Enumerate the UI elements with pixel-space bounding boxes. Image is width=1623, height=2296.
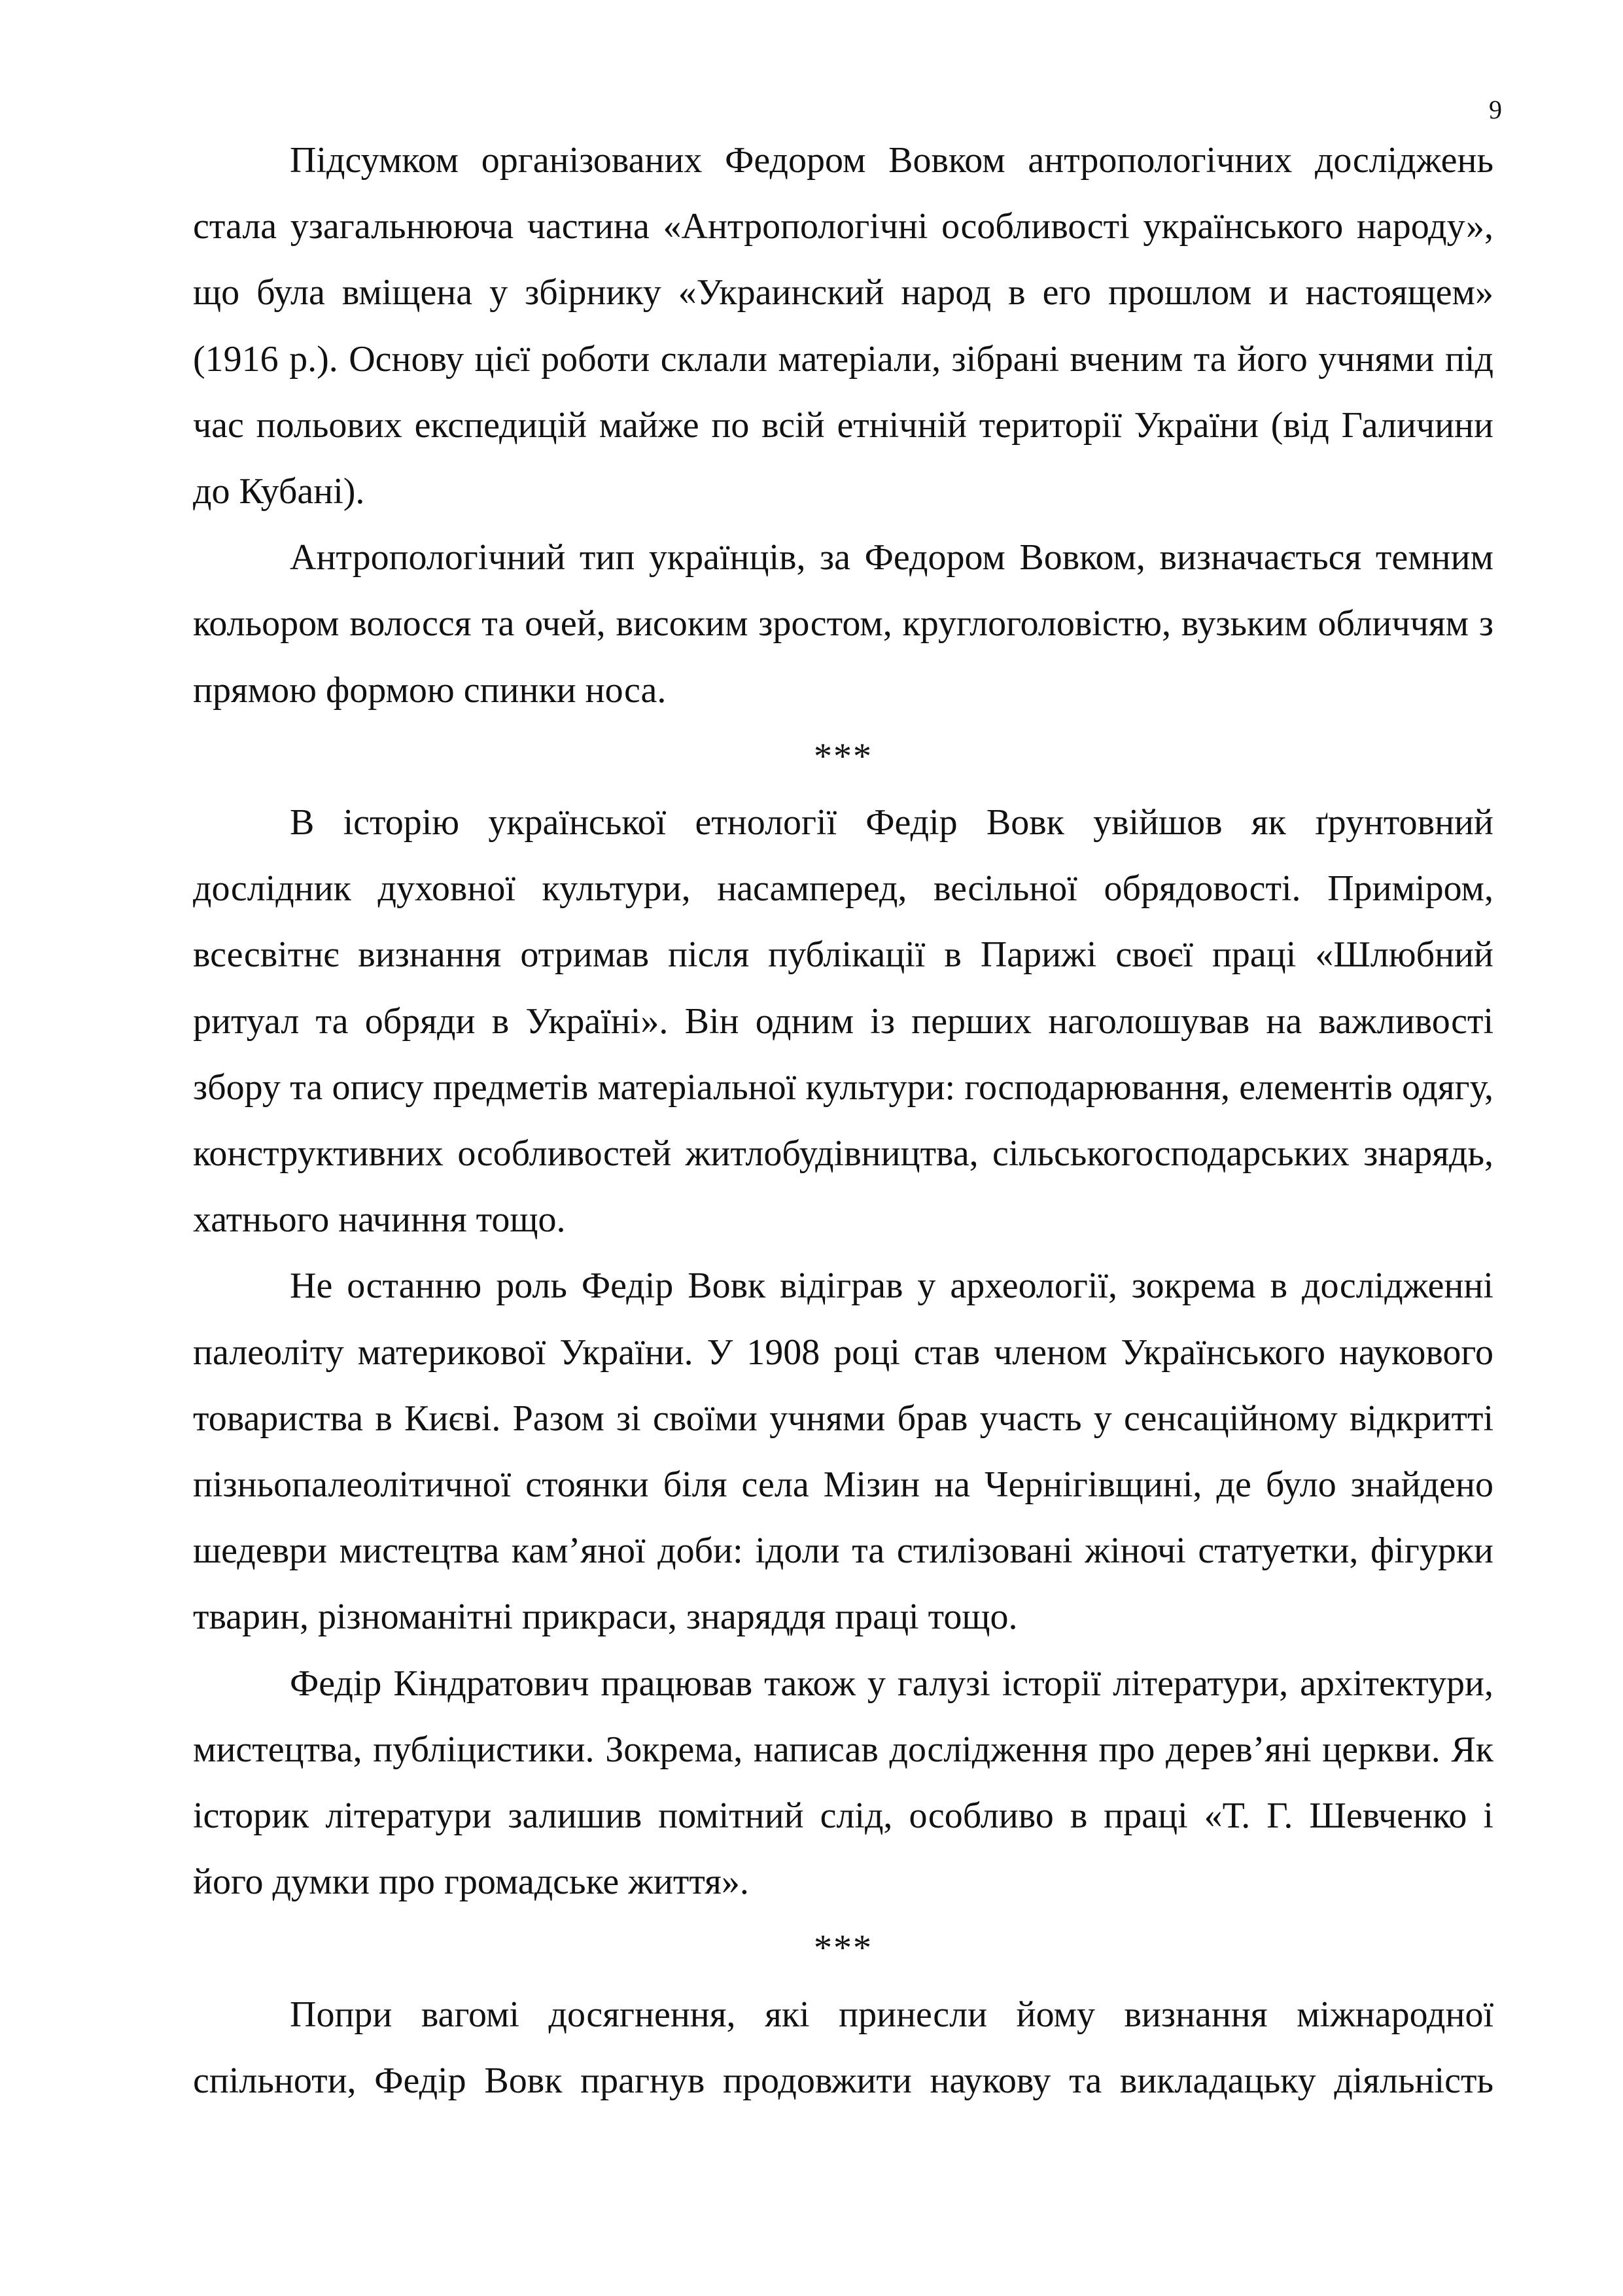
paragraph: Не останню роль Федір Вовк відіграв у археології, зокрема в дослідженні палеоліту материкової України. У 1908 році став членом Українського наукового товариства в Києві. Разом зі своїми учнями брав участь у сенсаційному відкритті пізньопалеолітичної стоянки біля села Мізин на Чернігівщині, де було знайдено шедеври мистецтва кам’яної доби: ідоли та стилізовані жіночі статуетки, фігурки тварин, різноманітні прикраси, знаряддя праці тощо. [193,1265,1493,1638]
paragraph: Антропологічний тип українців, за Федором Вовком, визначається темним кольором волосся та очей, високим зростом, круглоголовістю, вузьким обличчям з прямою формою спинки носа. [193,537,1493,711]
paragraph: Попри вагомі досягнення, які принесли йому визнання міжнародної спільноти, Федір Вовк прагнув продовжити наукову та викладацьку діяльність [193,1994,1493,2101]
body-text [193,128,1493,2114]
section-divider: *** [814,735,873,777]
paragraph: В історію української етнології Федір Вовк увійшов як ґрунтовний дослідник духовної культури, насамперед, весільної обрядовості. Приміром, всесвітнє визнання отримав після публікації в Парижі своєї праці «Шлюбний ритуал та обряди в Україні». Він одним із перших наголошував на важливості збору та опису предметів матеріальної культури: господарювання, елементів одягу, конструктивних особливостей житлобудівництва, сільськогосподарських знарядь, хатнього начиння тощо. [193,802,1493,1241]
paragraph: Федір Кіндратович працював також у галузі історії літератури, архітектури, мистецтва, публіцистики. Зокрема, написав дослідження про дерев’яні церкви. Як історик літератури залишив помітний слід, особливо в праці «Т. Г. Шевченко і його думки про громадське життя». [193,1663,1493,1903]
paragraph: Підсумком організованих Федором Вовком антропологічних досліджень стала узагальнююча частина «Антропологічні особливості українського народу», що була вміщена у збірнику «Украинский народ в его прошлом и настоящем» (1916 р.). Основу цієї роботи склали матеріали, зібрані вченим та його учнями під час польових експедицій майже по всій етнічній території України (від Галичини до Кубані). [193,140,1493,512]
page-number: 9 [1489,95,1502,124]
section-divider: *** [814,1928,873,1969]
